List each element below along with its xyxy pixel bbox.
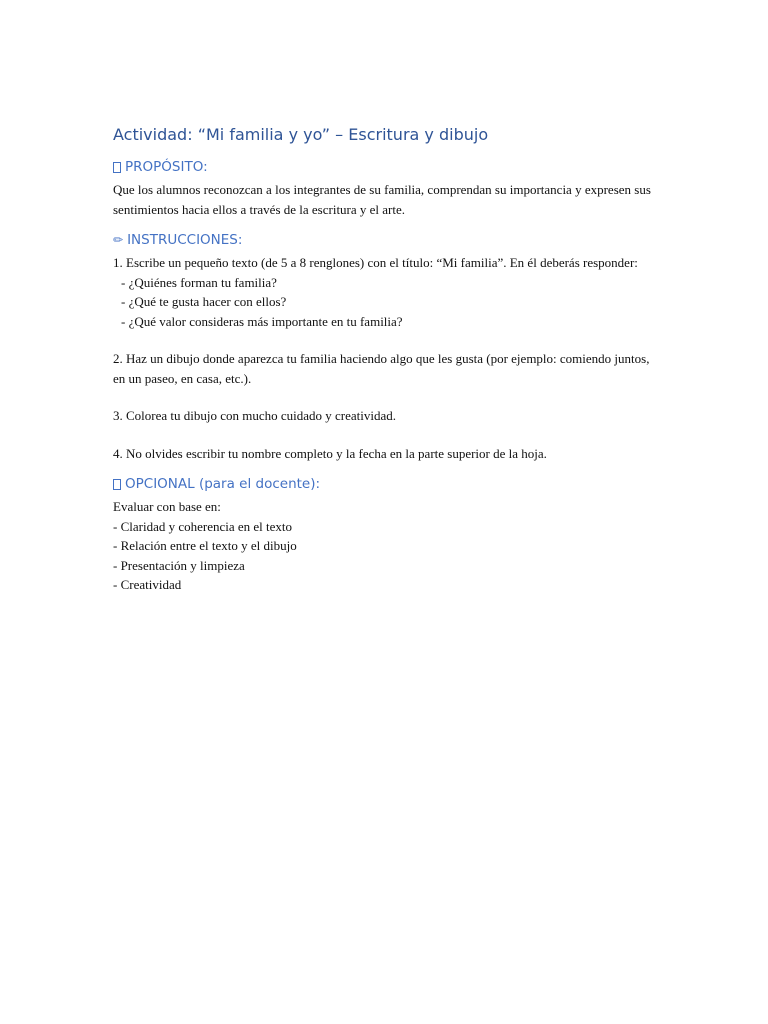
spacer <box>113 426 658 444</box>
box-glyph-icon <box>113 162 121 173</box>
document-page <box>113 124 658 607</box>
instruction-step-1-item: - ¿Qué te gusta hacer con ellos? <box>121 294 287 309</box>
instruction-step-4: 4. No olvides escribir tu nombre completo y la fecha en la parte superior de la hoja. <box>113 445 547 461</box>
opcional-item: - Claridad y coherencia en el texto <box>113 518 293 534</box>
instruction-step-2: 2. Haz un dibujo donde aparezca tu familia haciendo algo que les gusta (por ejemplo: comiendo juntos, en un paseo, en casa, etc.). <box>113 351 650 386</box>
instruction-step-1: 1. Escribe un pequeño texto (de 5 a 8 renglones) con el título: “Mi familia”. En él deberás responder: <box>113 255 638 270</box>
heading-opcional <box>113 475 658 493</box>
heading-instrucciones <box>113 231 658 249</box>
section-opcional <box>113 475 658 595</box>
document-title: Actividad: “Mi familia y yo” – Escritura y dibujo <box>113 125 489 144</box>
instruction-step-3: 3. Colorea tu dibujo con mucho cuidado y creatividad. <box>113 408 397 423</box>
heading-opcional-label: OPCIONAL (para el docente): <box>125 476 321 492</box>
opcional-item: - Relación entre el texto y el dibujo <box>113 538 297 553</box>
instruction-step-1-item: - ¿Qué valor consideras más importante en tu familia? <box>121 313 403 329</box>
section-proposito <box>113 158 658 219</box>
spacer <box>113 331 658 349</box>
spacer <box>113 388 658 406</box>
opcional-item: - Presentación y limpieza <box>113 557 245 573</box>
heading-proposito <box>113 158 658 176</box>
heading-instrucciones-label: INSTRUCCIONES: <box>127 232 243 248</box>
opcional-intro: Evaluar con base en: <box>113 499 221 514</box>
box-glyph-icon <box>113 479 121 490</box>
opcional-item: - Creatividad <box>113 577 182 592</box>
section-instrucciones <box>113 231 658 463</box>
proposito-text: Que los alumnos reconozcan a los integrantes de su familia, comprendan su importancia y expresen sus sentimientos hacia ellos a través de la escritura y el arte. <box>113 182 651 217</box>
heading-proposito-label: PROPÓSITO: <box>125 159 208 175</box>
pencil-icon: ✏ <box>113 233 124 247</box>
instruction-step-1-item: - ¿Quiénes forman tu familia? <box>121 274 277 290</box>
